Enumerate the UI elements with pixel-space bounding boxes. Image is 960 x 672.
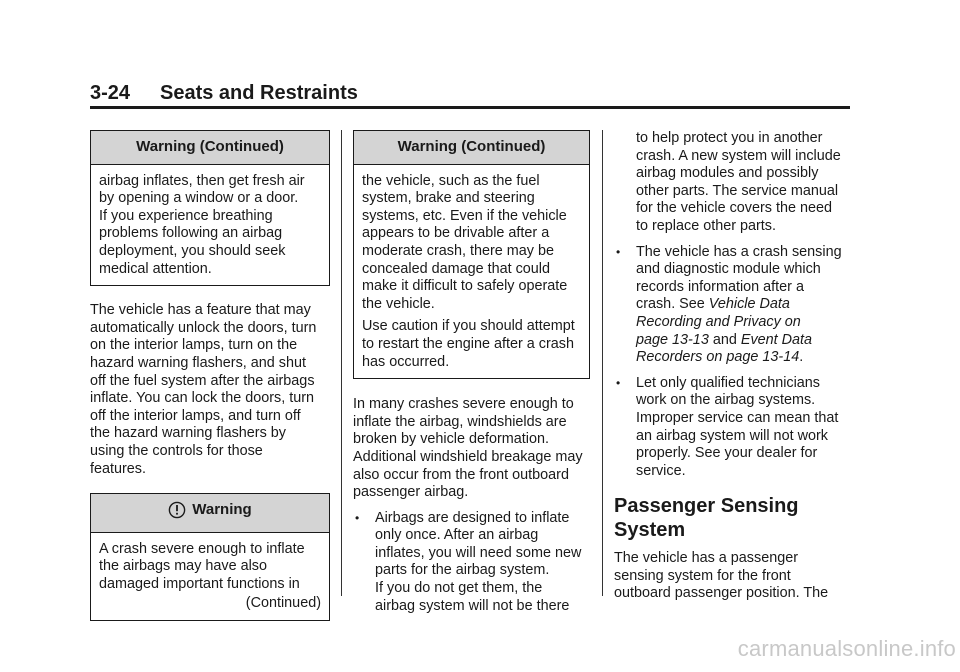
text-line: also occur from the front outboard xyxy=(353,466,569,483)
text-line xyxy=(636,332,854,350)
list-item xyxy=(614,375,854,481)
text-line: off the interior lamps, and turn off xyxy=(90,407,301,424)
text-line: Additional windshield breakage may xyxy=(353,448,583,465)
section-title: Seats and Restraints xyxy=(160,82,358,104)
text-line: using the controls for those xyxy=(90,442,263,459)
warning-continued-body xyxy=(91,165,329,286)
heading-line: Passenger Sensing xyxy=(614,495,799,518)
text-line: off the fuel system after the airbags xyxy=(90,372,315,389)
heading-line: System xyxy=(614,519,686,542)
bullet-list xyxy=(614,130,854,480)
text-line: medical attention. xyxy=(99,260,212,277)
text-line: to replace other parts. xyxy=(636,217,776,234)
body-paragraph xyxy=(614,550,854,603)
warning-box xyxy=(90,493,330,621)
column-3 xyxy=(614,130,854,603)
text-line: work on the airbag systems. xyxy=(636,392,816,409)
text-line: moderate crash, there may be xyxy=(362,242,554,259)
text-line: If you do not get them, the xyxy=(375,580,543,597)
text-line: damaged important functions in xyxy=(99,575,300,592)
text-line xyxy=(636,349,854,367)
text-line: hazard warning flashers, and shut xyxy=(90,354,306,371)
text-line: sensing system for the front xyxy=(614,567,791,584)
cross-reference[interactable]: page 13-13 xyxy=(636,331,709,348)
continued-label: (Continued) xyxy=(245,595,321,612)
text-line: records information after a xyxy=(636,278,804,295)
text-span: crash. See xyxy=(636,296,709,313)
text-line: and diagnostic module which xyxy=(636,261,821,278)
page-header xyxy=(90,82,850,112)
text-line: crash. A new system will include xyxy=(636,147,841,164)
text-line: inflate the airbag, windshields are xyxy=(353,413,567,430)
text-line: only once. After an airbag xyxy=(375,527,539,544)
text-line xyxy=(636,314,854,332)
text-line: concealed damage that could xyxy=(362,260,551,277)
text-line: If you experience breathing xyxy=(99,207,273,224)
text-line: • The vehicle has a crash sensing xyxy=(636,243,842,260)
text-line: to restart the engine after a crash xyxy=(362,335,574,352)
text-line: A crash severe enough to inflate xyxy=(99,540,305,557)
list-item xyxy=(353,510,590,616)
cross-reference[interactable]: Vehicle Data xyxy=(708,296,790,313)
text-span: and xyxy=(708,331,741,348)
body-paragraph xyxy=(90,302,330,478)
text-line: inflate. You can lock the doors, turn xyxy=(90,390,315,407)
text-line: passenger airbag. xyxy=(353,484,469,501)
text-line: airbag modules and possibly xyxy=(636,165,819,182)
page-number: 3-24 xyxy=(90,82,131,104)
text-line: airbag system will not be there xyxy=(375,597,570,614)
text-line: service. xyxy=(636,462,686,479)
watermark: carmanualsonline.info xyxy=(737,636,956,661)
text-line: airbag inflates, then get fresh air xyxy=(99,172,305,189)
text-line: features. xyxy=(90,460,146,477)
text-line: outboard passenger position. The xyxy=(614,585,829,602)
text-line: an airbag system will not work xyxy=(636,427,828,444)
warning-continued-title: Warning (Continued) xyxy=(354,131,589,165)
text-line: on the interior lamps, turn on the xyxy=(90,337,298,354)
text-line: broken by vehicle deformation. xyxy=(353,431,549,448)
column-divider-1 xyxy=(341,130,342,596)
warning-continued-box xyxy=(353,130,590,379)
text-line: inflates, you will need some new xyxy=(375,544,582,561)
text-line: The vehicle has a feature that may xyxy=(90,302,311,319)
text-line: has occurred. xyxy=(362,353,450,370)
warning-continued-box xyxy=(90,130,330,286)
text-line: appears to be drivable after a xyxy=(362,225,550,242)
text-line: to help protect you in another xyxy=(636,130,823,146)
text-line: the airbags may have also xyxy=(99,558,267,575)
warning-title-bar xyxy=(91,494,329,533)
column-divider-2 xyxy=(602,130,603,596)
text-line: deployment, you should seek xyxy=(99,242,286,259)
text-line: The vehicle has a passenger xyxy=(614,550,798,567)
text-line: the vehicle. xyxy=(362,295,435,312)
warning-paragraph xyxy=(362,318,581,371)
list-item-continued xyxy=(614,130,854,236)
text-line: automatically unlock the doors, turn xyxy=(90,319,317,336)
list-item xyxy=(614,244,854,367)
cross-reference[interactable]: Recorders on page 13-14 xyxy=(636,349,800,366)
text-line: properly. See your dealer for xyxy=(636,445,818,462)
text-line: by opening a window or a door. xyxy=(99,190,299,207)
text-line: • Let only qualified technicians xyxy=(636,374,821,391)
warning-continued-title: Warning (Continued) xyxy=(91,131,329,165)
column-1 xyxy=(90,130,330,621)
header-rule xyxy=(90,106,850,109)
warning-icon xyxy=(168,501,186,519)
text-line: other parts. The service manual xyxy=(636,182,839,199)
warning-body xyxy=(91,533,329,620)
warning-continued-body xyxy=(354,165,589,379)
cross-reference[interactable]: Event Data xyxy=(740,331,813,348)
column-2 xyxy=(353,130,590,615)
text-line: In many crashes severe enough to xyxy=(353,396,574,413)
text-line: problems following an airbag xyxy=(99,225,283,242)
text-line: the vehicle, such as the fuel xyxy=(362,172,540,189)
bullet-list xyxy=(353,510,590,616)
text-line: the hazard warning flashers by xyxy=(90,425,286,442)
cross-reference[interactable]: Recording and Privacy on xyxy=(636,313,801,330)
text-line: systems, etc. Even if the vehicle xyxy=(362,207,567,224)
body-paragraph xyxy=(353,396,590,502)
section-heading xyxy=(614,494,854,542)
warning-paragraph xyxy=(362,173,581,314)
text-line: for the vehicle covers the need xyxy=(636,200,832,217)
text-line: parts for the airbag system. xyxy=(375,562,550,579)
text-span: . xyxy=(799,349,804,366)
text-line: Use caution if you should attempt xyxy=(362,318,575,335)
text-line xyxy=(636,296,854,314)
text-line: Improper service can mean that xyxy=(636,409,839,426)
text-line: make it difficult to safely operate xyxy=(362,278,568,295)
warning-title: Warning xyxy=(192,501,252,519)
text-line: • Airbags are designed to inflate xyxy=(375,509,570,526)
text-line: system, brake and steering xyxy=(362,190,535,207)
